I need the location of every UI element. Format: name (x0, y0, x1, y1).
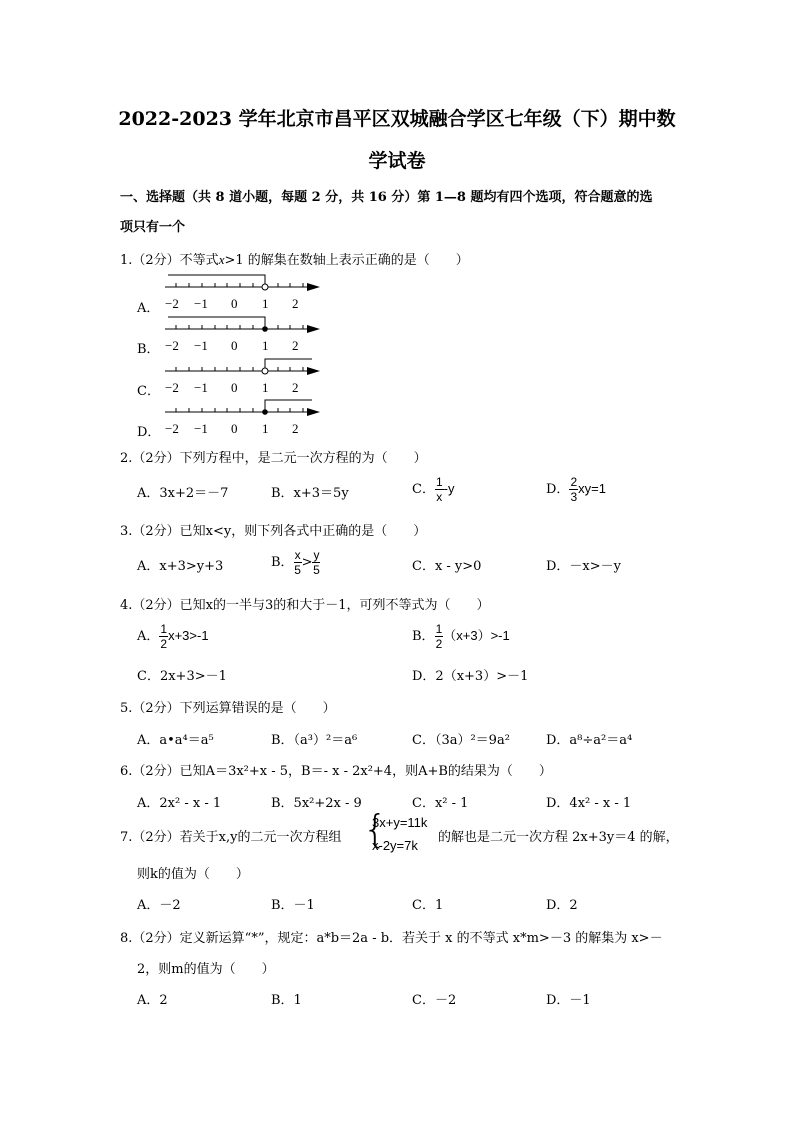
q7-option-b: B．－1 (271, 898, 315, 913)
q2-option-b: B．x+3＝5y (271, 486, 349, 501)
q1-a-arrow-icon (307, 283, 320, 291)
q1-a-open-point (262, 284, 268, 290)
q1-b-tick-label: 1 (262, 338, 269, 353)
q2-option-c (412, 476, 454, 503)
q2-d-denominator: 3 (570, 490, 578, 504)
q3-option-a: A．x+3>y+3 (137, 559, 224, 574)
q1-d-ticks (176, 408, 303, 412)
q3-b-numerator-2: y (313, 548, 320, 562)
q5-option-b: B．（a³）²＝a⁶ (271, 733, 358, 748)
q1-b-ticks (176, 325, 303, 329)
q1-c-ticks (176, 367, 303, 371)
q7-option-a: A．－2 (137, 898, 181, 913)
q2-c-numerator: 1 (435, 475, 443, 489)
q3-b-fraction-1 (294, 549, 302, 576)
q4-b-tail: （x+3）>-1 (443, 628, 510, 643)
q3-b-numerator-1: x (294, 548, 301, 562)
q4-option-b-label: B． (412, 629, 435, 644)
q4-a-fraction (159, 623, 168, 650)
q1-b-arrow-icon (307, 325, 320, 333)
q1-stem-a: 1.（2分）不等式 (120, 253, 219, 268)
q1-numline-a (160, 270, 325, 312)
q4-b-numerator: 1 (435, 622, 443, 636)
q4-a-denominator: 2 (160, 637, 168, 651)
q1-option-c-label: C． (137, 384, 160, 399)
q1-d-arrow-icon (307, 408, 320, 416)
q3-option-b (271, 549, 320, 576)
q3-stem: 3.（2分）已知x<y，则下列各式中正确的是（ ） (120, 524, 427, 539)
exam-title-line2: 学试卷 (368, 150, 426, 172)
q8-stem-line2: 2，则m的值为（ ） (137, 962, 275, 977)
q4-option-c: C．2x+3>－1 (137, 669, 227, 684)
q3-b-operator: > (301, 555, 313, 570)
q4-option-d: D．2（x+3）>－1 (412, 669, 529, 684)
q3-b-denominator-1: 5 (294, 563, 301, 577)
q1-b-solid-point (262, 326, 268, 332)
q1-c-solution-ray (265, 359, 312, 371)
q1-c-tick-label: −2 (165, 380, 179, 395)
q1-a-tick-label: −1 (194, 296, 208, 311)
q2-c-fraction (435, 476, 444, 503)
q6-stem: 6.（2分）已知A＝3x²+x - 5，B＝- x - 2x²+4，则A+B的结果为（ ） (120, 764, 552, 779)
q7-option-d: D．2 (546, 898, 578, 913)
q2-option-d-label: D． (546, 482, 570, 497)
q2-c-denominator: x (436, 490, 443, 504)
q6-option-c: C．x² - 1 (412, 796, 469, 811)
q2-stem: 2.（2分）下列方程中，是二元一次方程的为（ ） (120, 451, 427, 466)
q6-option-d: D．4x² - x - 1 (546, 796, 632, 811)
q1-stem (120, 249, 469, 268)
q6-option-a: A．2x² - x - 1 (137, 796, 222, 811)
q7-system-brace: { (363, 807, 388, 851)
q1-d-tick-label: 0 (231, 421, 238, 436)
q1-numline-d (160, 395, 325, 437)
q1-b-tick-label: 0 (231, 338, 238, 353)
q1-a-ticks (176, 283, 303, 287)
q7-stem-b: 的解也是二元一次方程 2x+3y＝4 的解， (438, 830, 679, 845)
q1-c-tick-label: 2 (292, 380, 299, 395)
q8-option-b: B．1 (271, 993, 302, 1008)
q8-option-a: A．2 (137, 993, 168, 1008)
q1-d-solid-point (262, 409, 268, 415)
q5-option-d: D．a⁸÷a²＝a⁴ (546, 733, 633, 748)
q7-stem-c: 则k的值为（ ） (137, 867, 249, 882)
q4-option-b (412, 623, 510, 650)
section-header-line2: 项只有一个 (120, 220, 186, 235)
q3-b-denominator-2: 5 (313, 563, 320, 577)
q1-d-tick-label: −1 (194, 421, 208, 436)
q1-b-tick-label: 2 (292, 338, 299, 353)
q6-option-b: B．5x²+2x - 9 (271, 796, 362, 811)
q5-option-c: C．（3a）²＝9a² (412, 733, 510, 748)
q3-option-c: C．x - y>0 (412, 559, 482, 574)
q1-option-a-label: A． (137, 301, 160, 316)
section-header-line1: 一、选择题（共 8 道小题，每题 2 分，共 16 分）第 1—8 题均有四个选项，符合题意的选 (120, 190, 653, 205)
q1-d-solution-ray (265, 400, 312, 412)
q4-stem: 4.（2分）已知x的一半与3的和大于－1，可列不等式为（ ） (120, 598, 490, 613)
q8-option-d: D．－1 (546, 993, 591, 1008)
q4-b-fraction (435, 623, 444, 650)
q3-b-fraction-2 (312, 549, 320, 576)
q1-b-tick-label: −1 (194, 338, 208, 353)
q4-a-tail: x+3>-1 (168, 628, 209, 643)
q1-c-open-point (262, 368, 268, 374)
q3-option-d: D．－x>－y (546, 559, 621, 574)
q8-stem-line1: 8.（2分）定义新运算“*”，规定：a*b＝2a - b．若关于 x 的不等式 x*m>－3 的解集为 x>－ (120, 931, 663, 946)
q4-option-a-label: A． (137, 629, 160, 644)
q2-c-tail: -y (443, 481, 455, 496)
q2-d-fraction (569, 476, 578, 503)
q5-option-a: A．a•a⁴＝a⁵ (137, 733, 214, 748)
q1-c-tick-label: 0 (231, 380, 238, 395)
q7-equation-2: x-2y=7k (372, 838, 418, 853)
q1-c-tick-label: 1 (262, 380, 269, 395)
q2-option-c-label: C． (412, 482, 435, 497)
q1-a-solution-ray (168, 275, 265, 287)
q1-b-solution-ray (168, 317, 265, 329)
q8-option-c: C．－2 (412, 993, 457, 1008)
q1-c-tick-label: −1 (194, 380, 208, 395)
q7-stem-a: 7.（2分）若关于x,y的二元一次方程组 (120, 830, 342, 845)
q1-var: x (218, 252, 225, 267)
q4-option-a (137, 623, 209, 650)
q1-option-d-label: D． (137, 425, 161, 440)
q7-equation-1: 3x+y=11k (372, 815, 428, 830)
q1-numline-c (160, 354, 325, 396)
q4-b-denominator: 2 (435, 637, 443, 651)
q1-d-tick-label: −2 (165, 421, 179, 436)
q1-a-tick-label: −2 (165, 296, 179, 311)
q1-d-tick-label: 2 (292, 421, 299, 436)
q1-d-tick-label: 1 (262, 421, 269, 436)
q1-stem-b: >1 的解集在数轴上表示正确的是（ ） (224, 253, 469, 268)
q1-numline-b (160, 312, 325, 354)
q2-d-numerator: 2 (570, 475, 578, 489)
q1-option-b-label: B． (137, 342, 160, 357)
q2-d-tail: xy=1 (578, 481, 606, 496)
q2-option-a: A．3x+2＝－7 (137, 486, 229, 501)
q7-option-c: C．1 (412, 898, 444, 913)
q3-option-b-label: B． (271, 555, 294, 570)
q4-a-numerator: 1 (160, 622, 168, 636)
q5-stem: 5.（2分）下列运算错误的是（ ） (120, 701, 336, 716)
q1-c-arrow-icon (307, 367, 320, 375)
q2-option-d (546, 476, 606, 503)
q1-a-tick-label: 2 (292, 296, 299, 311)
q1-a-tick-label: 1 (262, 296, 269, 311)
q1-a-tick-label: 0 (231, 296, 238, 311)
exam-title-line1: 2022-2023 学年北京市昌平区双城融合学区七年级（下）期中数 (118, 108, 676, 130)
q1-b-tick-label: −2 (165, 338, 179, 353)
